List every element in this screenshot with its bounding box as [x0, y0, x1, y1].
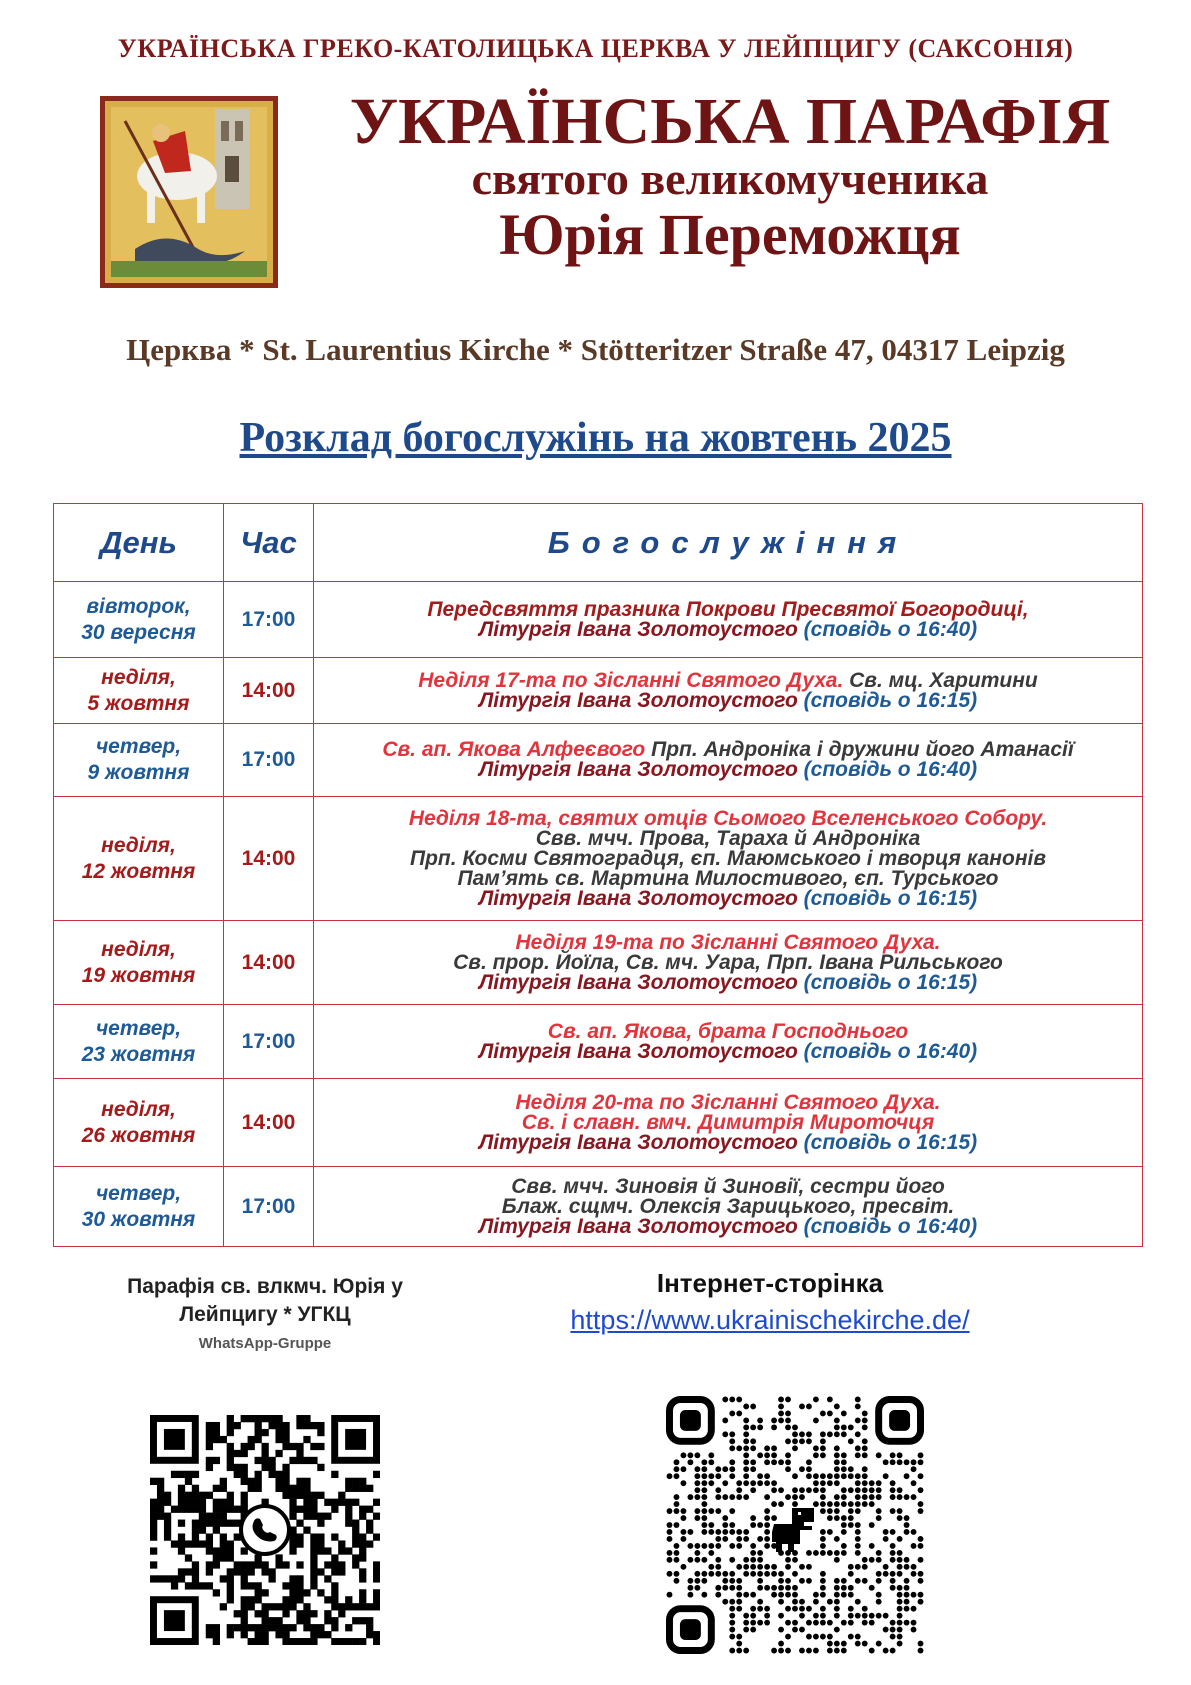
service-text: (сповідь о 16:15) [797, 1130, 978, 1154]
service-cell [314, 724, 1143, 797]
service-line [314, 970, 1142, 994]
service-line [314, 1174, 1142, 1198]
service-text: (сповідь о 16:40) [797, 617, 978, 641]
weekday: четвер, [95, 735, 182, 758]
service-line [314, 806, 1142, 830]
service-text: Св. ап. Якова, брата Господнього [547, 1019, 909, 1043]
service-text: (сповідь о 16:15) [797, 688, 978, 712]
day-cell [54, 797, 224, 921]
weekday: неділя, [101, 833, 176, 857]
service-line [314, 1110, 1142, 1134]
weekday: четвер, [95, 1181, 182, 1205]
whatsapp-block [80, 1273, 450, 1352]
website-link[interactable]: https://www.ukrainischekirche.de/ [570, 1305, 970, 1335]
day-cell [54, 582, 224, 658]
time-cell: 14:00 [224, 797, 314, 921]
time-cell: 17:00 [224, 1005, 314, 1079]
website-block [560, 1268, 980, 1336]
header-day: День [54, 504, 224, 582]
schedule-title: Розклад богослужінь на жовтень 2025 [239, 415, 952, 461]
service-line [314, 1019, 1142, 1043]
time-cell: 14:00 [224, 921, 314, 1005]
service-text: (сповідь о 16:40) [797, 1214, 978, 1238]
service-text: Свв. мчч. Прова, Тараха й Андроніка [535, 826, 921, 850]
church-address: Церква * St. Laurentius Kirche * Stötteritzer Straße 47, 04317 Leipzig [126, 332, 1065, 367]
service-line [314, 617, 1142, 641]
date: 9 жовтня [87, 761, 190, 784]
service-text: Пам’ять св. Мартина Милостивого, єп. Турського [457, 866, 999, 890]
time-cell: 17:00 [224, 1167, 314, 1247]
day-cell [54, 1005, 224, 1079]
time-cell: 17:00 [224, 582, 314, 658]
service-text: Літургія Івана Золотоустого [478, 617, 798, 641]
service-line [314, 1130, 1142, 1154]
time-cell: 14:00 [224, 1079, 314, 1167]
date: 26 жовтня [81, 1123, 196, 1147]
service-text: Літургія Івана Золотоустого [478, 1130, 798, 1154]
time-cell: 17:00 [224, 724, 314, 797]
date: 19 жовтня [81, 963, 196, 987]
service-text: Св. мц. Харитини [843, 668, 1038, 692]
schedule-table [53, 503, 1143, 1247]
table-row [54, 582, 1143, 658]
service-text: Св. прор. Йоїла, Св. мч. Уара, Прп. Івана Рильського [453, 950, 1003, 974]
table-row [54, 724, 1143, 797]
day-cell [54, 1079, 224, 1167]
weekday: неділя, [101, 1097, 176, 1121]
service-line [314, 688, 1142, 712]
website-label: Інтернет-сторінка [656, 1268, 884, 1298]
whatsapp-name-line: Лейпцигу * УГКЦ [179, 1303, 351, 1326]
service-line [314, 1194, 1142, 1218]
date: 30 жовтня [81, 1207, 196, 1231]
table-header-row [54, 504, 1143, 582]
service-text: (сповідь о 16:15) [797, 886, 978, 910]
weekday: неділя, [101, 937, 176, 961]
table-row [54, 1005, 1143, 1079]
whatsapp-icon [241, 1506, 289, 1554]
time-cell: 14:00 [224, 658, 314, 724]
day-cell [54, 1167, 224, 1247]
service-text: (сповідь о 16:40) [797, 758, 978, 781]
whatsapp-group-name [80, 1273, 450, 1329]
service-text: Прп. Андроніка і дружини його Атанасії [645, 738, 1074, 761]
service-line [314, 846, 1142, 870]
service-text: (сповідь о 16:15) [797, 970, 978, 994]
table-row [54, 1167, 1143, 1247]
whatsapp-name-line: Парафія св. влкмч. Юрія у [127, 1275, 403, 1298]
dinosaur-icon [772, 1508, 814, 1552]
table-row [54, 921, 1143, 1005]
service-line [314, 950, 1142, 974]
day-cell [54, 658, 224, 724]
weekday: неділя, [101, 665, 176, 689]
header-service: Богослужіння [314, 504, 1143, 582]
service-line [314, 886, 1142, 910]
service-cell [314, 921, 1143, 1005]
service-line [314, 597, 1142, 621]
service-text: Св. ап. Якова Алфеєвого [382, 738, 646, 761]
service-text: Прп. Косми Святоградця, єп. Маюмського і творця канонів [409, 846, 1047, 870]
whatsapp-qr-code[interactable] [150, 1415, 380, 1645]
weekday: четвер, [95, 1016, 182, 1040]
service-text: Неділя 17-та по Зісланні Святого Духа. [418, 668, 844, 692]
service-line [314, 1090, 1142, 1114]
service-line [314, 740, 1142, 760]
date: 30 вересня [81, 620, 196, 644]
date: 23 жовтня [81, 1042, 196, 1066]
table-row [54, 797, 1143, 921]
schedule-body [54, 582, 1143, 1247]
service-text: Неділя 18-та, святих отців Сьомого Вселенського Собору. [408, 806, 1048, 830]
service-text: (сповідь о 16:40) [797, 1039, 978, 1063]
saint-george-icon [100, 96, 278, 288]
service-text: Неділя 20-та по Зісланні Святого Духа. [515, 1090, 941, 1114]
service-text: Літургія Івана Золотоустого [478, 1039, 798, 1063]
service-cell [314, 1167, 1143, 1247]
service-text: Літургія Івана Золотоустого [478, 970, 798, 994]
service-cell [314, 658, 1143, 724]
parish-title: УКРАЇНСЬКА ПАРАФІЯ [349, 85, 1111, 158]
header-time: Час [224, 504, 314, 582]
service-text: Блаж. сщмч. Олексія Зарицького, пресвіт. [501, 1194, 955, 1218]
service-cell [314, 797, 1143, 921]
service-text: Літургія Івана Золотоустого [478, 886, 798, 910]
service-text: Св. і славн. вмч. Димитрія Мироточця [521, 1110, 935, 1134]
service-cell [314, 1079, 1143, 1167]
service-text: Свв. мчч. Зиновія й Зиновії, сестри його [511, 1174, 945, 1198]
service-text: Літургія Івана Золотоустого [478, 758, 798, 781]
table-row [54, 658, 1143, 724]
weekday: вівторок, [86, 594, 191, 618]
whatsapp-label: WhatsApp-Gruppe [198, 1335, 332, 1352]
date: 12 жовтня [81, 859, 196, 883]
service-cell [314, 582, 1143, 658]
parish-name: Юрія Переможця [499, 202, 961, 267]
service-text: Передсвяття празника Покрови Пресвятої Богородиці, [427, 597, 1029, 621]
date: 5 жовтня [87, 691, 190, 715]
service-line [314, 1214, 1142, 1238]
service-text: Літургія Івана Золотоустого [478, 1214, 798, 1238]
service-line [314, 826, 1142, 850]
service-line [314, 866, 1142, 890]
service-line [314, 930, 1142, 954]
church-header: УКРАЇНСЬКА ГРЕКО-КАТОЛИЦЬКА ЦЕРКВА У ЛЕЙПЦИГУ (САКСОНІЯ) [117, 34, 1074, 63]
service-line [314, 760, 1142, 780]
day-cell [54, 724, 224, 797]
service-text: Неділя 19-та по Зісланні Святого Духа. [515, 930, 941, 954]
parish-subtitle: святого великомученика [471, 153, 989, 204]
service-line [314, 1039, 1142, 1063]
table-row [54, 1079, 1143, 1167]
service-text: Літургія Івана Золотоустого [478, 688, 798, 712]
service-line [314, 668, 1142, 692]
website-qr-code[interactable] [666, 1396, 924, 1654]
day-cell [54, 921, 224, 1005]
service-cell [314, 1005, 1143, 1079]
